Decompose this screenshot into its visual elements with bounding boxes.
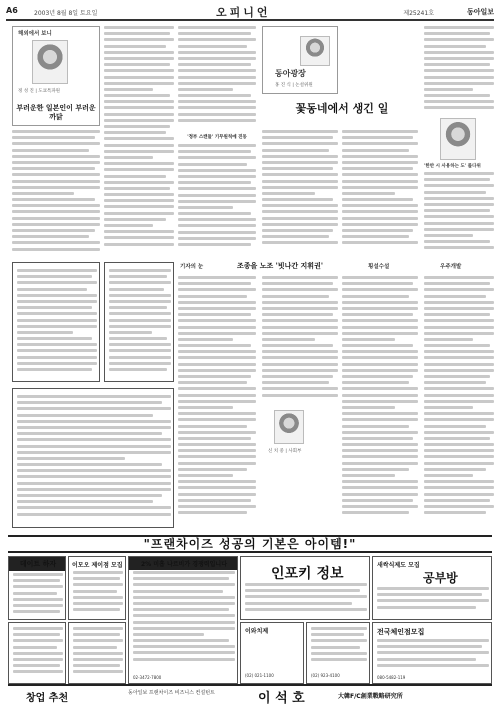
ad-lower-2[interactable] [68,622,126,684]
ad-lower-3-title: 이와치제 [245,628,269,635]
ad-sprout-lines [377,587,489,617]
issue-number: 제25241호 [403,10,434,17]
reporter-photo [274,410,304,444]
ad-lower-5-phone: 080-5482-119 [377,675,406,680]
column-title-1: 부러운한 일본인이 부러운 까닭 [16,103,96,121]
section-title: 오피니언 [216,6,271,19]
ad-info-lines [245,583,367,617]
ad-lower-4-phone: (02) 923-4100 [311,673,340,678]
page-number: A6 [6,6,18,15]
ad-center-lines [133,571,235,671]
ad-lower-5-title: 전국체인점모집 [377,628,425,636]
columnist-photo-1 [32,40,68,84]
ad-lower-5[interactable] [372,622,492,684]
column-kicker-5: '한반 시 사용하는 도' 를다위 [424,164,481,169]
ad-lower-3-phone: (02) 021-1100 [245,673,274,678]
paper-name: 동아일보 [466,8,494,16]
ad-date[interactable] [8,556,66,620]
mid-title-left: 조종을 노조 '빗나간 지휘권' [237,261,323,270]
ad-emo[interactable] [68,556,126,620]
footer-right: 大韓F/C創業戰略研究所 [338,693,403,700]
ad-lower-4-lines [311,627,367,671]
ad-lower-4[interactable] [306,622,370,684]
column-text-3a [178,26,256,130]
ad-sprout-title2: 공부방 [423,571,458,585]
mid-text-4 [424,276,494,528]
ad-directory-lines2 [109,269,171,377]
ad-center-phone: 02-3472-7800 [133,675,162,680]
ad-block-left-lines [17,395,171,523]
footer-ad [8,684,492,704]
ad-lower-2-lines [73,627,123,681]
mid-kicker-right2: 우주개발 [440,264,462,270]
ad-emo-title: 이모오 제이점 모집 [72,562,123,569]
mid-kicker-right: 횡설수설 [368,264,390,270]
ad-info[interactable] [240,556,370,620]
issue-date: 2003년 8월 8일 토요일 [34,10,98,17]
footer-mid: 동아일보 프랜차이즈 비즈니스 컨설턴트 [128,690,215,696]
ad-directory-left [12,262,100,382]
column-text-3d [342,130,418,252]
columnist-photo-5 [440,118,476,160]
columnist-byline-3: 홍 진 식 | 논설위원 [275,83,313,88]
ad-sprout[interactable] [372,556,492,620]
column-text-3c [262,130,338,252]
column-title-3: 꽃동네에서 생긴 일 [295,102,389,115]
ad-lower-3[interactable] [240,622,304,684]
mid-kicker-left: 기자의 눈 [180,264,204,270]
reporter-byline: 신 치 중 | 사회부 [268,449,302,454]
ad-sprout-title: 새싹식제도 모집 [377,562,420,569]
page-header [6,3,494,21]
columnist-photo-3 [300,36,330,66]
columnist-byline-1: 정 성 진 | 도쿄특파원 [18,89,61,94]
ad-directory-left2 [104,262,174,382]
ad-banner: "프랜차이즈 성공의 기본은 아이템!" [8,535,492,553]
ad-block-left [12,388,174,528]
ad-center[interactable] [128,556,238,684]
column-text-5b [424,172,494,254]
ad-lower-1[interactable] [8,622,66,684]
ad-date-lines [13,573,63,617]
column-text-5a [424,26,494,118]
footer-left: 창업 추천 [26,693,69,704]
ad-date-title: 데이트 하자 [9,557,66,571]
column-subhead-3: '정부 스캔들' 기무원칙에 진동 [187,135,247,140]
column-kicker-3: 동아광장 [275,69,306,78]
mid-text-2 [262,276,338,406]
ad-lower-1-lines [13,627,63,681]
ad-lower-5-lines [377,639,489,671]
ad-center-title: 2% 미흡 나르비가 경쟁력입니다 [129,557,238,570]
column-text-3b [178,144,256,254]
column-text-1 [12,130,100,255]
column-text-2 [104,26,174,254]
ad-emo-lines [73,571,123,617]
ad-info-title: 인포키 정보 [271,566,344,582]
mid-text-1 [178,276,256,528]
ad-directory-lines [17,269,97,377]
footer-name: 이 석 호 [258,691,305,706]
column-kicker-1: 해외에서 보니 [18,31,52,37]
mid-text-3 [342,276,418,528]
